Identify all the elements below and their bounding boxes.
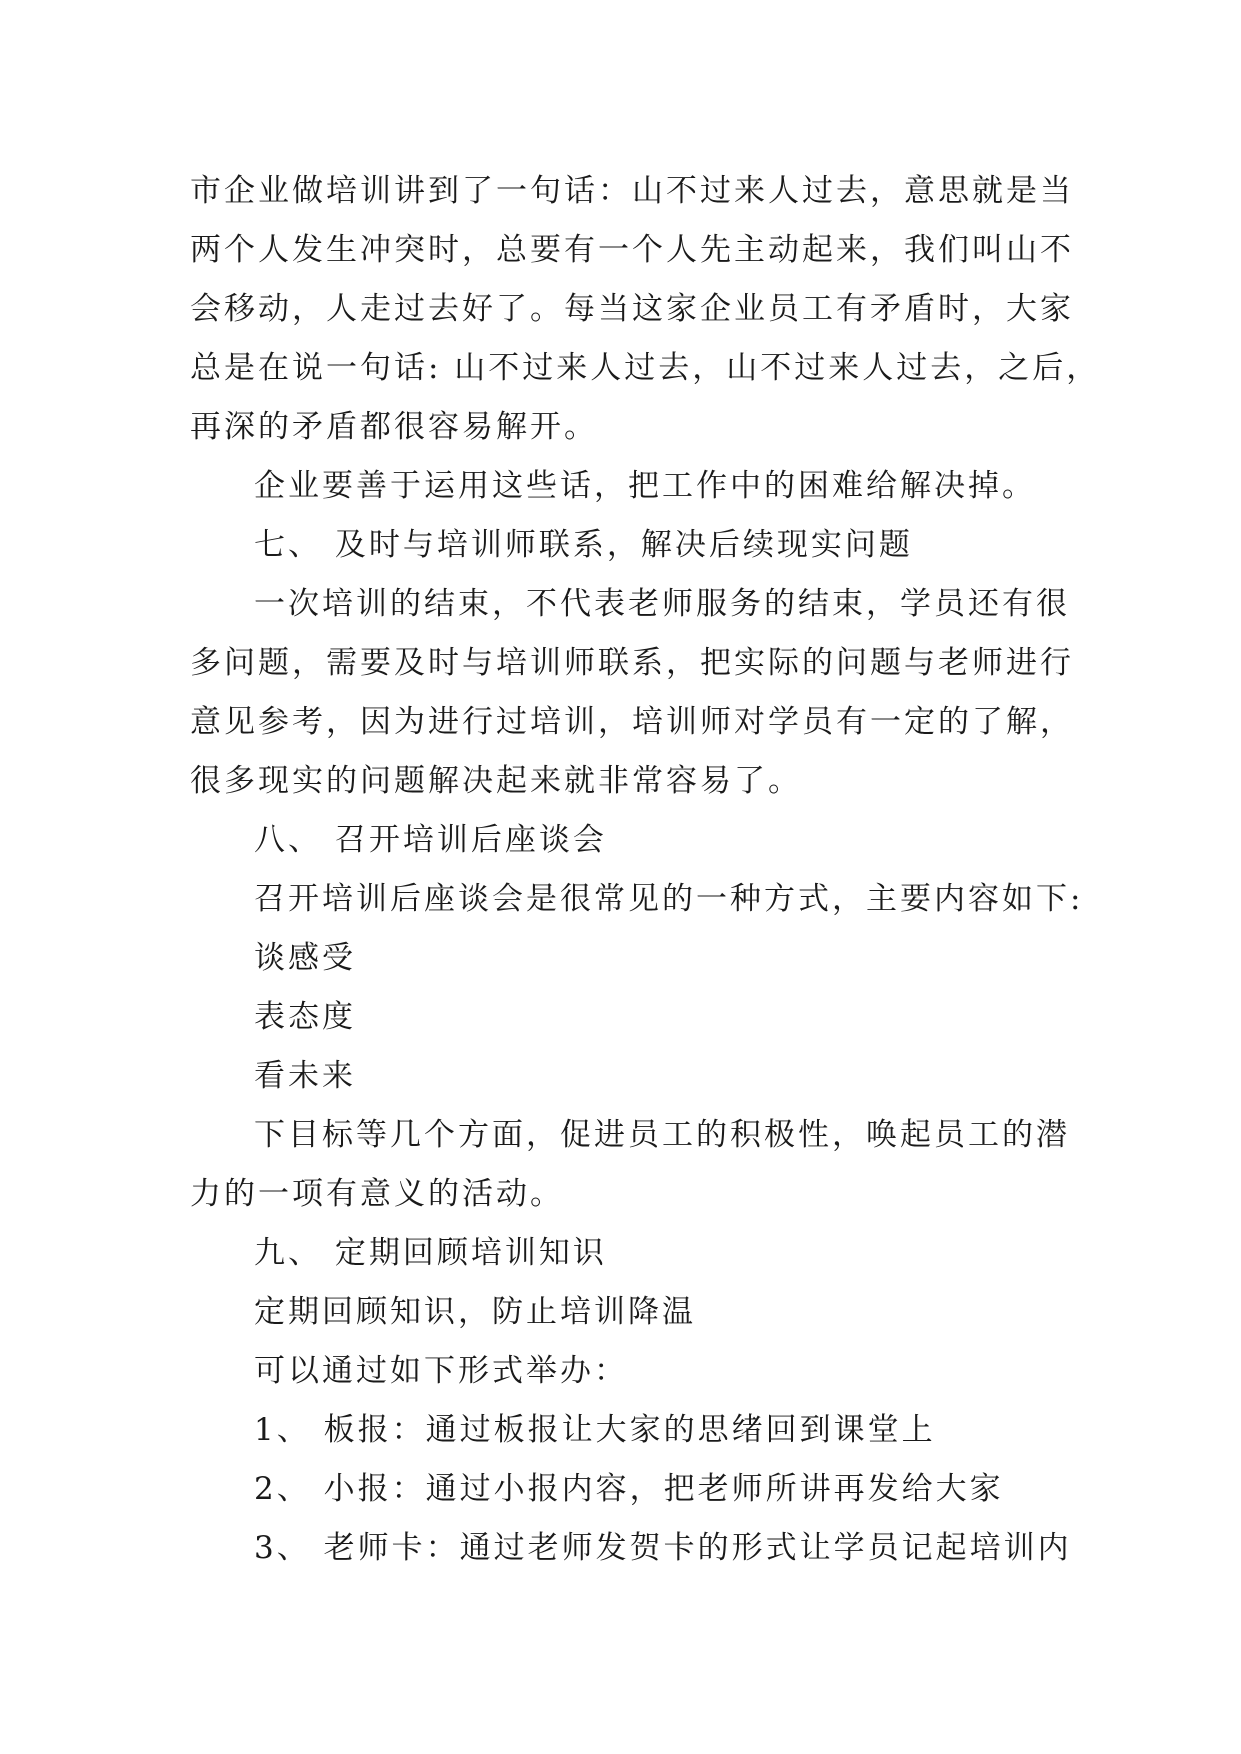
numbered-item-2 — [190, 1460, 1070, 1519]
paragraph-symposium — [190, 870, 1084, 929]
section-heading-8 — [190, 811, 1070, 870]
text-line: 可以通过如下形式举办： — [254, 1353, 628, 1389]
text-line: 总是在说一句话: 山不过来人过去，山不过来人过去，之后， — [190, 350, 1101, 386]
text-line: 谈感受 — [254, 940, 356, 976]
list-item-future — [190, 1047, 1070, 1106]
text-line: 表态度 — [254, 999, 356, 1035]
text-line: 两个人发生冲突时，总要有一个人先主动起来，我们叫山不 — [190, 232, 1074, 268]
paragraph-use-sayings — [190, 457, 1070, 516]
text-line: 看未来 — [254, 1058, 356, 1094]
paragraph-contact-trainer — [190, 575, 1074, 811]
text-line: 意见参考，因为进行过培训，培训师对学员有一定的了解， — [190, 704, 1074, 740]
paragraph-review — [190, 1283, 1070, 1342]
text-line: 3、 老师卡：通过老师发贺卡的形式让学员记起培训内 — [254, 1530, 1072, 1566]
text-line: 很多现实的问题解决起来就非常容易了。 — [190, 763, 802, 799]
text-line: 企业要善于运用这些话，把工作中的困难给解决掉。 — [254, 468, 1036, 504]
text-line: 下目标等几个方面，促进员工的积极性，唤起员工的潜 — [254, 1117, 1070, 1153]
text-line: 召开培训后座谈会是很常见的一种方式，主要内容如下: — [254, 881, 1084, 917]
text-line: 一次培训的结束，不代表老师服务的结束，学员还有很 — [254, 586, 1070, 622]
list-item-feelings — [190, 929, 1070, 988]
text-line: 会移动，人走过去好了。每当这家企业员工有矛盾时，大家 — [190, 291, 1074, 327]
paragraph-mountain-saying — [190, 162, 1101, 457]
text-line: 1、 板报：通过板报让大家的思绪回到课堂上 — [254, 1412, 936, 1448]
numbered-item-3 — [190, 1519, 1070, 1578]
heading-text: 九、 定期回顾培训知识 — [254, 1235, 607, 1271]
text-line: 定期回顾知识，防止培训降温 — [254, 1294, 696, 1330]
paragraph-forms — [190, 1342, 1070, 1401]
text-line: 再深的矛盾都很容易解开。 — [190, 409, 598, 445]
numbered-item-1 — [190, 1401, 1070, 1460]
heading-text: 七、 及时与培训师联系，解决后续现实问题 — [254, 527, 913, 563]
text-line: 多问题，需要及时与培训师联系，把实际的问题与老师进行 — [190, 645, 1074, 681]
section-heading-7 — [190, 516, 1070, 575]
document-body — [190, 162, 1101, 1578]
text-line: 力的一项有意义的活动。 — [190, 1176, 564, 1212]
heading-text: 八、 召开培训后座谈会 — [254, 822, 607, 858]
section-heading-9 — [190, 1224, 1070, 1283]
text-line: 市企业做培训讲到了一句话：山不过来人过去，意思就是当 — [190, 173, 1074, 209]
text-line: 2、 小报：通过小报内容，把老师所讲再发给大家 — [254, 1471, 1004, 1507]
list-item-attitude — [190, 988, 1070, 1047]
paragraph-goals — [190, 1106, 1070, 1224]
